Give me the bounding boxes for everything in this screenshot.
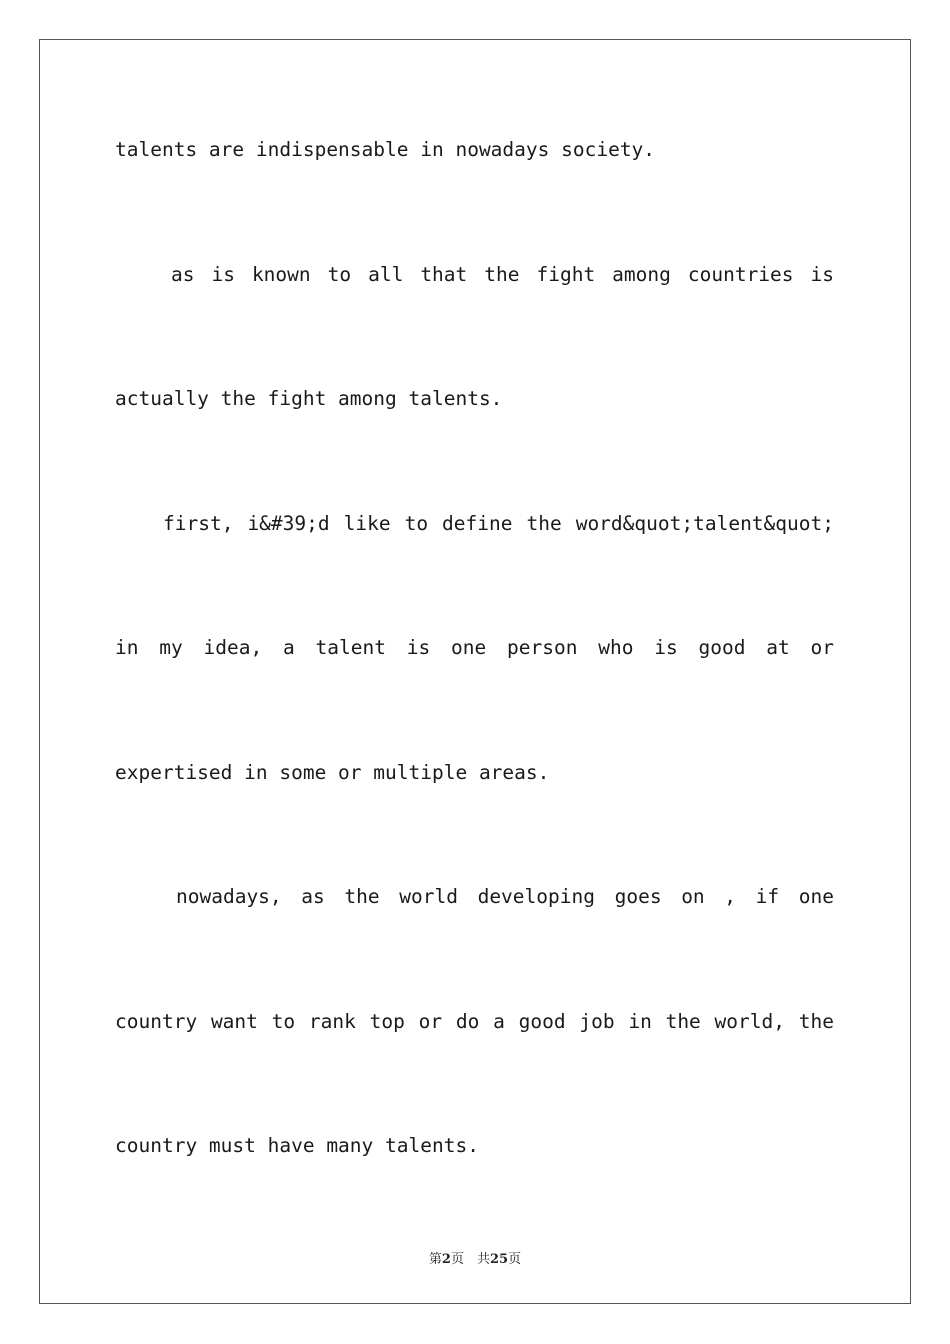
text-line: as is known to all that the fight among countries is — [171, 263, 834, 286]
text-line: talents are indispensable in nowadays society. — [115, 138, 656, 161]
text-line: first, i&#39;d like to define the word&quot;talent&quot; — [163, 512, 834, 535]
page-number-footer — [0, 1248, 950, 1267]
text-line: nowadays, as the world developing goes on , if one — [176, 885, 834, 908]
page-prefix: 第 — [428, 1252, 442, 1267]
text-line: in my idea, a talent is one person who is good at or — [115, 636, 834, 659]
page-mid: 页 共 — [450, 1252, 490, 1267]
page-suffix: 页 — [508, 1252, 522, 1267]
text-line: country must have many talents. — [115, 1134, 479, 1157]
total-page-number: 25 — [489, 1252, 509, 1267]
text-line: actually the fight among talents. — [115, 387, 503, 410]
text-line: country want to rank top or do a good job in the world, the — [115, 1010, 834, 1033]
page-frame — [39, 39, 911, 1304]
text-line: expertised in some or multiple areas. — [115, 761, 550, 784]
current-page-number: 2 — [441, 1252, 451, 1267]
